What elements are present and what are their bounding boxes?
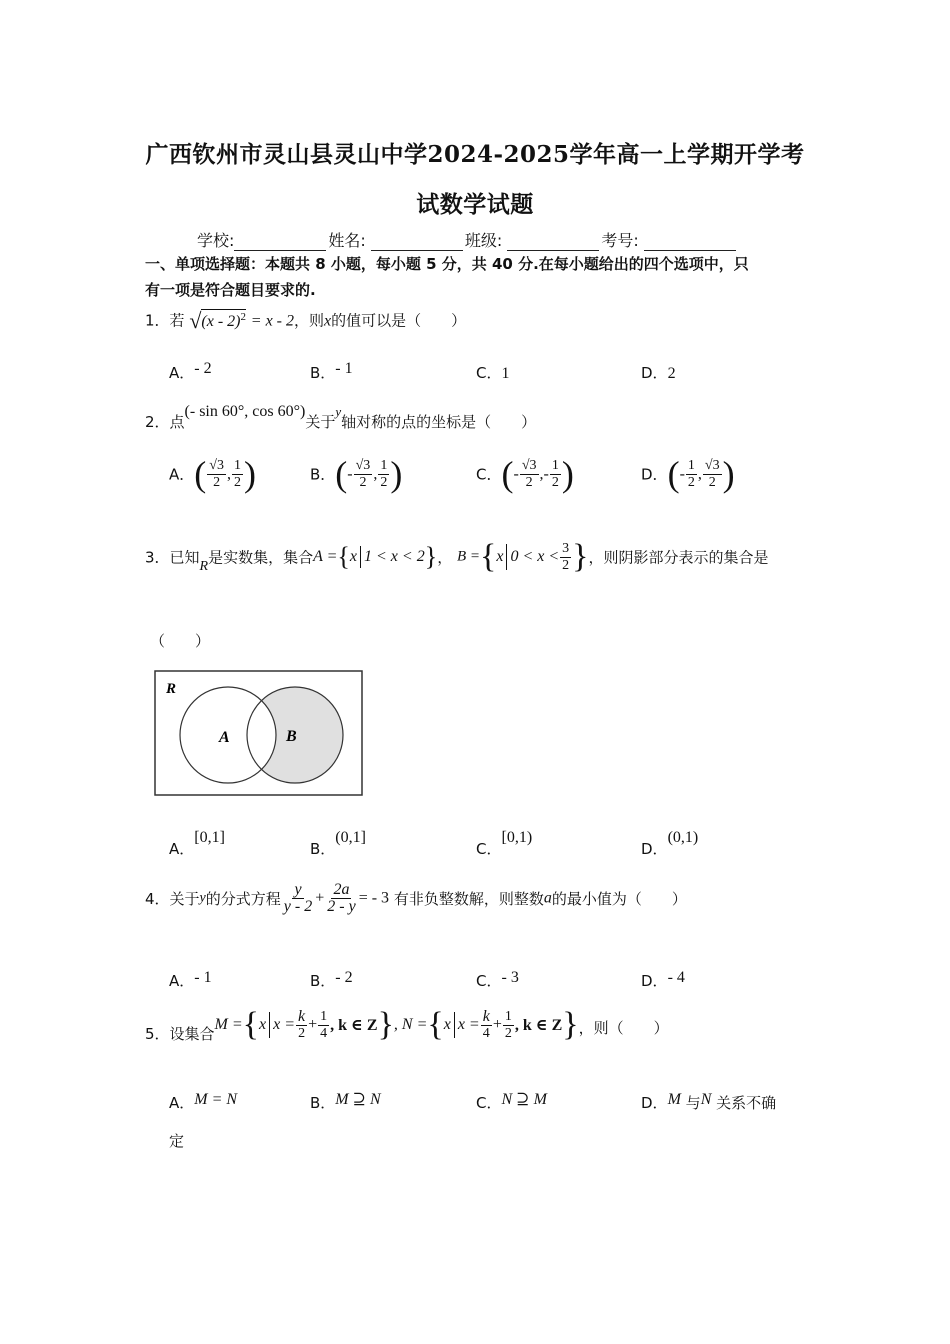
- page-title-line2: 试数学试题: [416, 191, 534, 218]
- sqrt-icon: √: [189, 308, 202, 333]
- q5-option-a[interactable]: A．M = N: [169, 1091, 238, 1112]
- name-label: 姓名:: [328, 231, 366, 250]
- q3-number: 3．已知: [145, 548, 200, 567]
- q5-option-d[interactable]: D．M 与N 关系不确: [641, 1091, 777, 1112]
- q4-option-d[interactable]: D．- 4: [641, 969, 685, 990]
- q3-setB-name: B =: [456, 548, 481, 565]
- q5-set-M: M =: [214, 1016, 243, 1033]
- school-label: 学校:: [197, 231, 235, 250]
- q5-set-N: , N =: [393, 1016, 428, 1033]
- q1-tail: 的值可以是（ ）: [331, 311, 467, 330]
- q4-a: a: [543, 889, 552, 907]
- q3-option-c[interactable]: C．[0,1): [476, 829, 533, 858]
- q3-R: R: [199, 558, 209, 574]
- exam-no-label: 考号:: [601, 231, 639, 250]
- q3-option-b[interactable]: B．(0,1]: [310, 829, 366, 858]
- school-field[interactable]: [234, 235, 326, 251]
- q4-option-c[interactable]: C．- 3: [476, 969, 519, 990]
- q1-expr-right: = x - 2: [250, 312, 295, 330]
- q3-setB-cond: 0 < x <: [510, 548, 560, 565]
- venn-label-A: A: [219, 729, 230, 746]
- q2-option-b[interactable]: B．(- $\frac{√3}{2}$ , $\frac{1}{2}$ ): [310, 454, 403, 494]
- page-title-line1: 广西钦州市灵山县灵山中学2024-2025学年高一上学期开学考: [145, 141, 805, 168]
- q4-fraction-1: $\frac{y}{y - 2}$: [283, 881, 313, 915]
- q1-option-d[interactable]: D．2: [641, 364, 676, 382]
- q2-number: 2．点: [145, 413, 185, 431]
- student-info-row: [197, 228, 738, 251]
- q4-fraction-2: $\frac{2a}{2 - y}$: [327, 881, 356, 915]
- q2-var: y: [335, 404, 342, 419]
- class-label: 班级:: [464, 231, 503, 250]
- q2-mid: 关于: [305, 413, 336, 431]
- q4-option-b[interactable]: B．- 2: [310, 969, 353, 990]
- section-heading: [145, 251, 805, 303]
- q1-mid: ，则: [294, 311, 325, 330]
- q3-tail: ，则阴影部分表示的集合是: [588, 548, 769, 567]
- name-field[interactable]: [371, 235, 463, 251]
- q5-option-d-wrap: 定: [169, 1132, 185, 1150]
- venn-diagram: [154, 670, 364, 798]
- section-heading-line2: 有一项是符合题目要求的.: [145, 281, 316, 299]
- q1-option-a[interactable]: A．- 2: [169, 360, 212, 382]
- exam-no-field[interactable]: [644, 235, 736, 251]
- q3-setA-cond: 1 < x < 2: [364, 548, 425, 565]
- q1-option-b[interactable]: B．- 1: [310, 360, 353, 382]
- q4-option-a[interactable]: A．- 1: [169, 969, 212, 990]
- q4-number: 4．关于: [145, 890, 200, 908]
- q3-setA-var: x: [349, 548, 357, 565]
- q1-number: 1．若: [145, 311, 185, 330]
- question-3: 3．已知R是实数集，集合A ={x 1 < x < 2}， B ={x 0 < x < $\frac{3}{2}$ }，则阴影部分表示的集合是: [145, 538, 769, 575]
- q1-exponent: 2: [240, 310, 246, 323]
- q2-point: (- sin 60°, cos 60°): [184, 403, 306, 420]
- q5-number: 5．设集合: [145, 1024, 215, 1043]
- question-5: 5．设集合M ={x x = $\frac{k}{2}$ + $\frac{1}{4}$ , k ∈ Z}, N ={x x = $\frac{k}{4}$ + $\frac{1}{2}$ , k ∈ Z}，则（ ）: [145, 1006, 669, 1043]
- q2-option-a[interactable]: A．( $\frac{√3}{2}$ , $\frac{1}{2}$ ): [169, 454, 256, 494]
- question-4: 4．关于y的分式方程 $\frac{y}{y - 2}$ + $\frac{2a}{2 - y}$ = - 3 有非负整数解，则整数a的最小值为（ ）: [145, 881, 687, 915]
- q3-paren: （ ）: [150, 632, 211, 650]
- q2-option-d[interactable]: D．(- $\frac{1}{2}$ , $\frac{√3}{2}$ ): [641, 454, 735, 494]
- q4-rhs: = - 3: [358, 889, 390, 907]
- q3-setB-var: x: [496, 548, 504, 565]
- q4-text2: 有非负整数解，则整数: [393, 890, 544, 908]
- question-1: [145, 308, 466, 334]
- q2-tail: 轴对称的点的坐标是（ ）: [341, 413, 537, 431]
- q3-setA-name: A =: [313, 548, 338, 565]
- class-field[interactable]: [507, 235, 599, 251]
- question-2: [145, 400, 537, 431]
- section-heading-line1: 一、单项选择题：本题共 8 小题，每小题 5 分，共 40 分.在每小题给出的四个选项中，只: [145, 255, 749, 273]
- q4-var: y: [199, 890, 206, 906]
- q3-text1: 是实数集，集合: [208, 548, 314, 567]
- q1-expr-left: (x - 2): [201, 312, 241, 330]
- q5-tail: ，则（ ）: [578, 1018, 669, 1037]
- venn-label-R: R: [166, 681, 177, 697]
- q4-text1: 的分式方程: [205, 890, 281, 908]
- q1-var: x: [324, 312, 332, 330]
- q5-option-b[interactable]: B．M ⊇ N: [310, 1091, 381, 1112]
- q3-option-d[interactable]: D．(0,1): [641, 829, 699, 858]
- q3-option-a[interactable]: A．[0,1]: [169, 829, 225, 858]
- venn-label-B: B: [286, 728, 297, 745]
- q5-option-c[interactable]: C．N ⊇ M: [476, 1091, 547, 1112]
- q1-option-c[interactable]: C．1: [476, 364, 510, 382]
- q4-tail: 的最小值为（ ）: [551, 890, 687, 908]
- q2-option-c[interactable]: C．(- $\frac{√3}{2}$ ,- $\frac{1}{2}$ ): [476, 454, 574, 494]
